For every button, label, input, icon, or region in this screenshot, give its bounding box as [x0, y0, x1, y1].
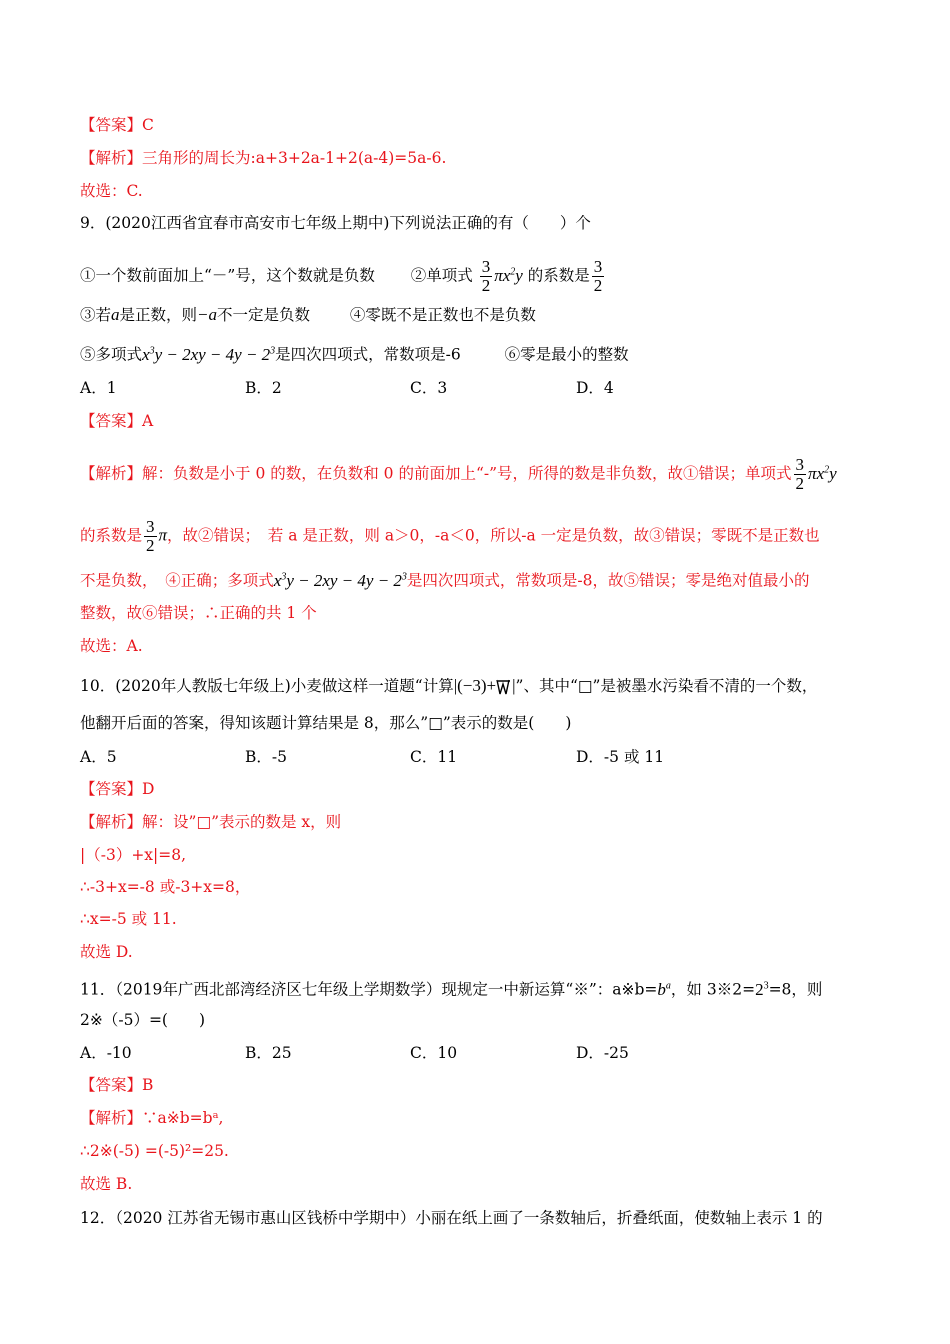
q11-stem-line1 [80, 976, 822, 1000]
q10-analysis [80, 812, 341, 832]
q9-analysis-text-2-prefix: 的系数是 [80, 526, 143, 545]
power-b-a: $b^a$ [657, 979, 671, 999]
q11-option-d: D．-25 [576, 1044, 629, 1062]
q10-stem-post: ”、其中“□”是被墨水污染看不清的一个数， [515, 677, 818, 695]
q11-stem-mid: ，如 3※2= [670, 980, 756, 999]
absolute-value-expression: |(−3)+ [453, 676, 497, 695]
q10-analysis-label: 【解析】 [80, 813, 143, 831]
q11-conclusion: 故选 B. [80, 1175, 133, 1193]
q10-conclusion: 故选 D. [80, 943, 133, 961]
q9-statements-row3 [80, 341, 629, 365]
q11-stem-line2: 2※（-5）=( ) [80, 1011, 206, 1029]
q9-option-a: A．1 [80, 379, 117, 397]
q11-analysis [80, 1108, 223, 1128]
ink-blot-icon [496, 678, 512, 696]
fraction-three-halves: $\frac{3}{2}$ [795, 455, 805, 493]
q10-step-1: |（-3）+x|=8, [80, 846, 187, 864]
q11-analysis-text: ∵a※b=bᵃ, [142, 1109, 224, 1127]
q8-analysis [80, 148, 446, 168]
q10-stem-line2: 他翻开后面的答案，得知该题计算结果是 8，那么”□”表示的数是( ) [80, 714, 572, 732]
q9-statement-5-prefix: ⑤多项式 [80, 345, 143, 364]
q10-option-c: C．11 [410, 748, 458, 766]
q12-stem: 12．（2020 江苏省无锡市惠山区钱桥中学期中）小丽在纸上画了一条数轴后，折叠纸面，使数轴上表示 1 的 [80, 1209, 823, 1227]
q11-option-c: C．10 [410, 1044, 458, 1062]
monomial-expression: $\pi x^2y$ [494, 265, 523, 285]
q10-option-b: B．-5 [245, 748, 287, 766]
fraction-three-halves: $\frac{3}{2}$ [593, 257, 603, 295]
q9-statement-6: ⑥零是最小的整数 [504, 345, 629, 364]
power-2-3: $2^3$ [755, 979, 769, 999]
q9-option-c: C．3 [410, 379, 448, 397]
q8-conclusion: 故选：C. [80, 182, 143, 200]
q9-analysis-text-1: 解：负数是小于 0 的数，在负数和 0 的前面加上“-”号，所得的数是非负数，故①错误；单项式 [142, 464, 792, 483]
q9-analysis-line2 [80, 518, 820, 555]
q9-statements-row1 [80, 258, 606, 295]
q10-stem-prefix: 10．(2020年人教版七年级上)小麦做这样一道题“计算 [80, 677, 454, 695]
q9-stem: 9．(2020江西省宜春市高安市七年级上期中)下列说法正确的有（ ）个 [80, 214, 591, 232]
variable-a: a [111, 305, 120, 324]
q9-answer: 【答案】A [80, 412, 154, 430]
fraction-three-halves: $\frac{3}{2}$ [146, 517, 155, 555]
q9-analysis-text-3: 是四次四项式，常数项是-8，故⑤错误；零是绝对值最小的 [406, 571, 810, 590]
fraction-three-halves: $\frac{3}{2}$ [481, 257, 491, 295]
variable-neg-a: −a [197, 305, 218, 324]
monomial-expression: $\pi x^2y$ [808, 463, 837, 483]
q10-option-d: D．-5 或 11 [576, 748, 665, 766]
q9-analysis-label: 【解析】 [80, 464, 143, 483]
q9-statement-3-post: 不一定是负数 [217, 306, 311, 324]
q9-conclusion: 故选：A. [80, 637, 143, 655]
q10-option-a: A．5 [80, 748, 117, 766]
pi-symbol: π [158, 525, 168, 545]
q9-statement-3-mid: 是正数，则 [119, 306, 198, 324]
q8-answer: 【答案】C [80, 116, 154, 134]
q9-statement-2-mid: 的系数是 [527, 266, 590, 285]
q9-analysis-line4: 整数，故⑥错误；∴正确的共 1 个 [80, 604, 317, 622]
q10-step-3: ∴x=-5 或 11. [80, 910, 177, 928]
q11-option-b: B．25 [245, 1044, 292, 1062]
q8-analysis-text: 三角形的周长为:a+3+2a-1+2(a-4)=5a-6. [142, 149, 447, 167]
q11-analysis-label: 【解析】 [80, 1109, 143, 1127]
q9-statement-3-prefix: ③若 [80, 306, 112, 324]
q9-statement-5-post: 是四次四项式，常数项是-6 [275, 345, 461, 364]
q11-option-a: A．-10 [80, 1044, 132, 1062]
q10-answer: 【答案】D [80, 780, 155, 798]
q10-analysis-text: 解：设”□”表示的数是 x，则 [142, 813, 342, 831]
q9-analysis-line1 [80, 456, 837, 493]
q11-stem-prefix: 11．（2019年广西北部湾经济区七年级上学期数学）现规定一中新运算“※”：a※b= [80, 980, 658, 999]
q8-analysis-label: 【解析】 [80, 149, 143, 167]
q9-statements-row2 [80, 305, 536, 325]
q9-option-b: B．2 [245, 379, 282, 397]
q10-stem-line1: 10．(2020年人教版七年级上)小麦做这样一道题“计算|(−3)+ |”、其中“□”是被墨水污染看不清的一个数， [80, 676, 818, 695]
q10-step-2: ∴-3+x=-8 或-3+x=8， [80, 878, 251, 896]
q9-statement-2-prefix: ②单项式 [410, 266, 473, 285]
polynomial-expression: $x^3y - 2xy - 4y - 2^3$ [273, 570, 407, 590]
q9-statement-1: ①一个数前面加上“－”号，这个数就是负数 [80, 266, 375, 285]
q11-stem-end: =8，则 [768, 980, 823, 999]
q9-statement-4: ④零既不是正数也不是负数 [349, 306, 536, 324]
q9-analysis-text-3-prefix: 不是负数， ④正确；多项式 [80, 571, 274, 590]
q9-analysis-line3 [80, 567, 810, 591]
q9-analysis-text-2: ，故②错误； 若 a 是正数，则 a＞0，-a＜0，所以-a 一定是负数，故③错误；零既不是正数也 [167, 526, 820, 545]
q11-answer: 【答案】B [80, 1076, 154, 1094]
q9-option-d: D．4 [576, 379, 614, 397]
q11-step-1: ∴2※(-5) =(-5)²=25. [80, 1142, 229, 1160]
polynomial-expression: $x^3y - 2xy - 4y - 2^3$ [142, 344, 276, 364]
